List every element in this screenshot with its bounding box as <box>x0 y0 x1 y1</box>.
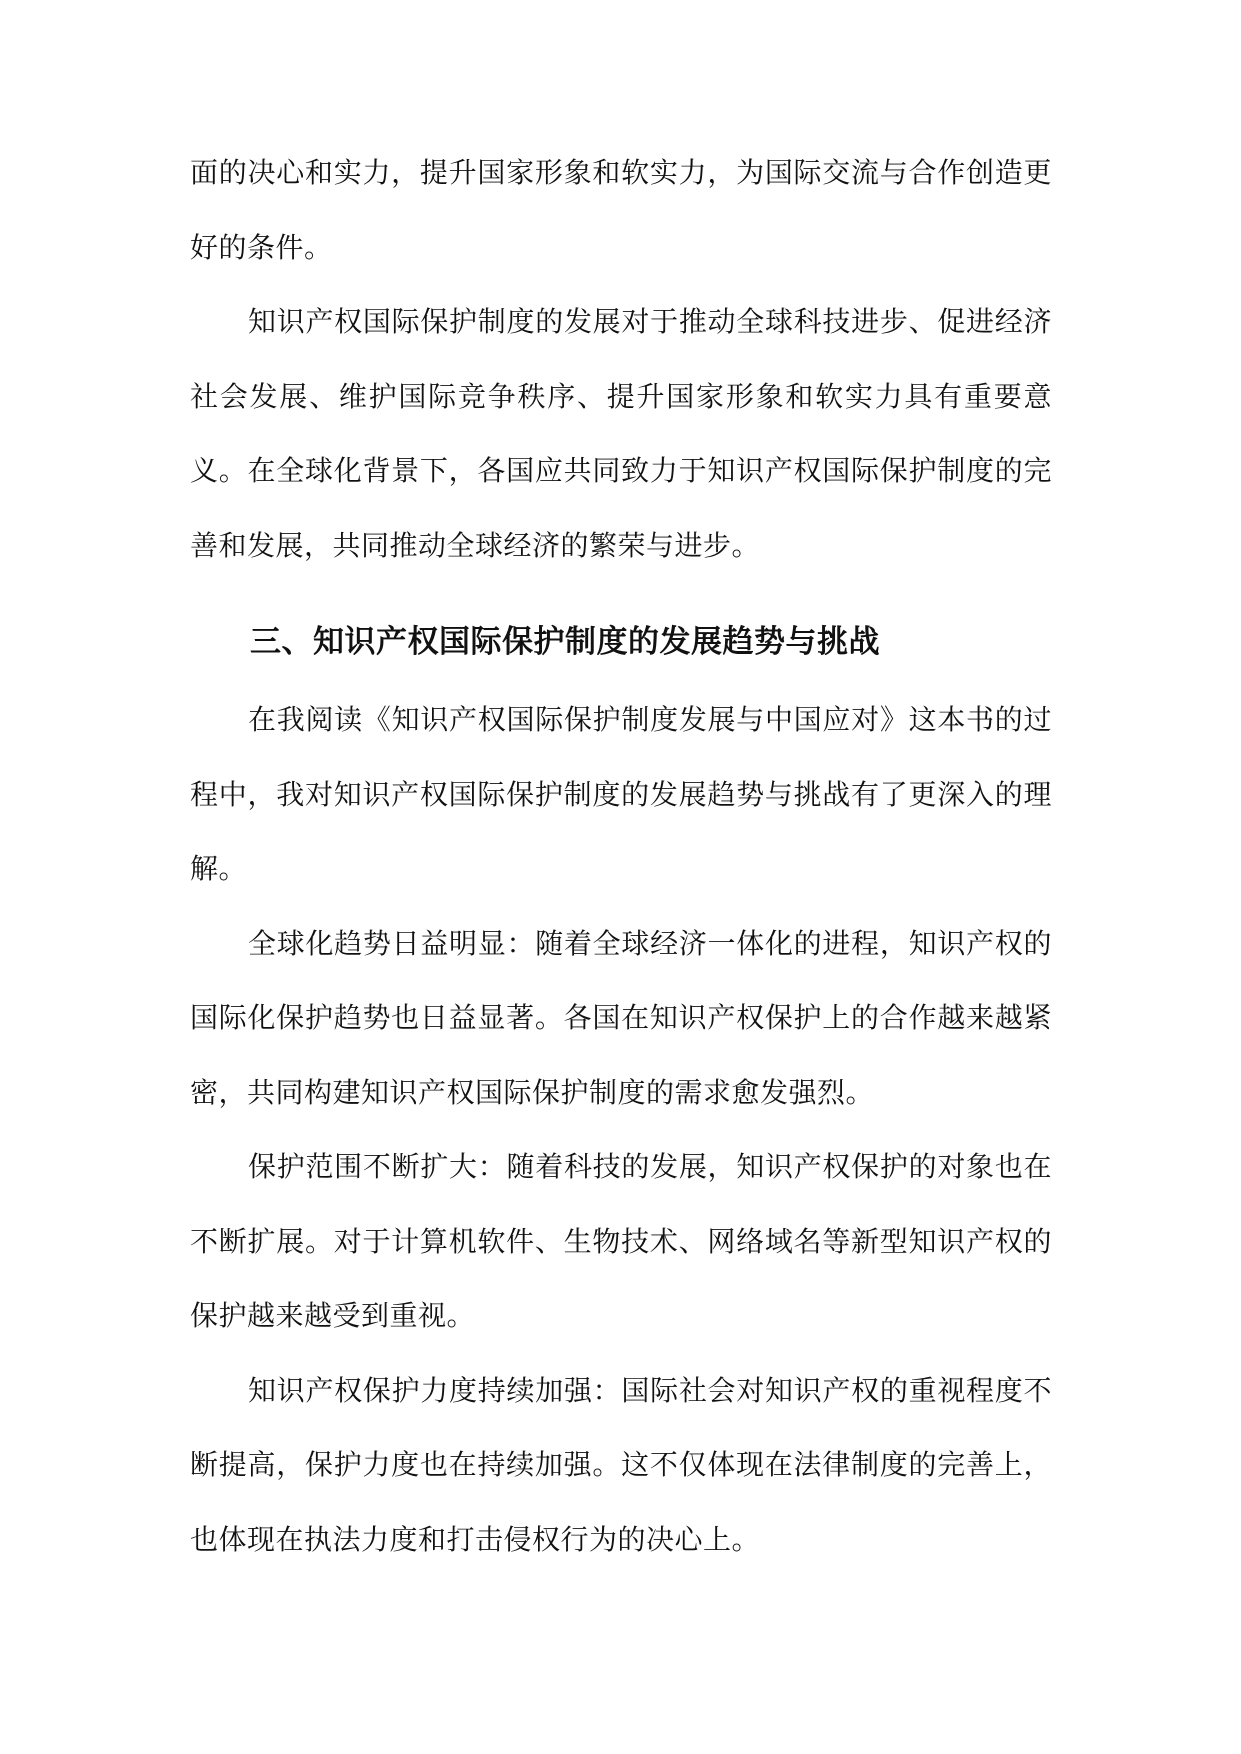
page-content <box>190 136 1052 1577</box>
paragraph-continuation: 面的决心和实力，提升国家形象和软实力，为国际交流与合作创造更好的条件。 <box>190 156 1052 264</box>
paragraph-enforcement: 知识产权保护力度持续加强：国际社会对知识产权的重视程度不断提高，保护力度也在持续加强。这不仅体现在法律制度的完善上，也体现在执法力度和打击侵权行为的决心上。 <box>190 1373 1052 1556</box>
paragraph-scope: 保护范围不断扩大：随着科技的发展，知识产权保护的对象也在不断扩展。对于计算机软件、生物技术、网络域名等新型知识产权的保护越来越受到重视。 <box>190 1150 1052 1332</box>
paragraph-intro: 在我阅读《知识产权国际保护制度发展与中国应对》这本书的过程中，我对知识产权国际保护制度的发展趋势与挑战有了更深入的理解。 <box>190 703 1052 885</box>
paragraph-globalization: 全球化趋势日益明显：随着全球经济一体化的进程，知识产权的国际化保护趋势也日益显著。各国在知识产权保护上的合作越来越紧密，共同构建知识产权国际保护制度的需求愈发强烈。 <box>190 926 1052 1109</box>
paragraph-summary: 知识产权国际保护制度的发展对于推动全球科技进步、促进经济社会发展、维护国际竞争秩序、提升国家形象和软实力具有重要意义。在全球化背景下，各国应共同致力于知识产权国际保护制度的完善和发展，共同推动全球经济的繁荣与进步。 <box>190 305 1052 562</box>
section-heading: 三、知识产权国际保护制度的发展趋势与挑战 <box>250 624 880 660</box>
